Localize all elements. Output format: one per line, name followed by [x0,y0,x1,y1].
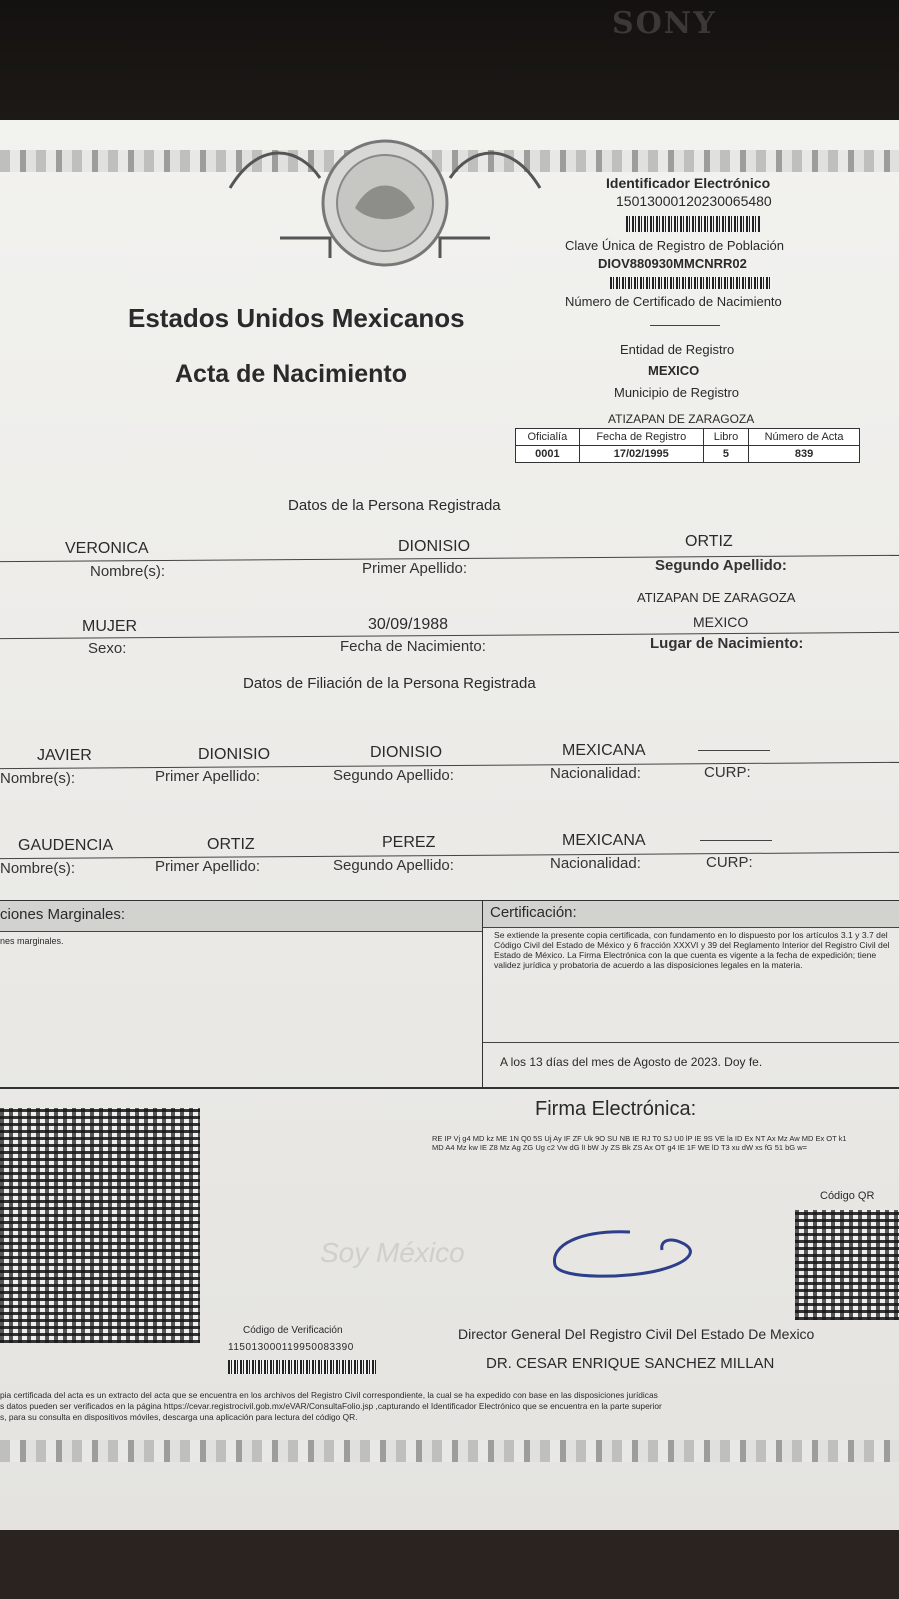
registro-header-libro: Libro [703,429,748,446]
anotaciones-title: ciones Marginales: [0,906,126,923]
director-name: DR. CESAR ENRIQUE SANCHEZ MILLAN [486,1355,775,1372]
firma-hash: RE IP Vj g4 MD kz ME 1N Q0 5S Uj Ay IF ZF Uk 9O SU NB IE RJ T0 SJ U0 lP IE 9S VE la ID Ex NT Ax Mz Aw MD Ex OT k1 MD A4 Mz kw IE Z8 Mz Ag ZG Ug c2 Vw dG lI bW Jy ZS Bk ZS Ax OT g4 IE 1F WE lD T3 xu dW xs fG 51 bG w= [432,1134,847,1152]
box-divider [482,900,483,1087]
background-monitor-bezel [0,0,899,120]
madre-nombre-label: Nombre(s): [0,860,76,877]
padre-nombre: JAVIER [37,747,92,764]
certificado-blank-line [650,325,720,326]
certificacion-title: Certificación: [490,904,577,921]
certificado-label: Número de Certificado de Nacimiento [565,294,782,309]
background-surface [0,1530,899,1599]
director-title: Director General Del Registro Civil Del Estado De Mexico [458,1326,815,1342]
entidad-label: Entidad de Registro [620,342,735,357]
identificador-value: 15013000120230065480 [616,193,772,209]
registro-header-oficialia: Oficialía [516,429,580,446]
curp-value: DIOV880930MMCNRR02 [598,256,747,271]
certificacion-fecha: A los 13 días del mes de Agosto de 2023. Doy fe. [500,1055,763,1069]
security-border-bottom [0,1440,899,1462]
persona-primer-apellido: DIONISIO [398,538,471,555]
madre-curp-blank-line [700,840,772,841]
certificacion-date-line [483,1042,899,1043]
madre-curp-label: CURP: [706,854,753,871]
registro-header-fecha: Fecha de Registro [579,429,703,446]
persona-nombre-label: Nombre(s): [90,563,166,580]
madre-segundo-apellido-label: Segundo Apellido: [333,857,454,874]
handwritten-signature [540,1220,710,1290]
verificacion-label: Código de Verificación [243,1325,343,1336]
entidad-value: MEXICO [648,363,700,378]
persona-section-title: Datos de la Persona Registrada [288,497,501,514]
document-title: Acta de Nacimiento [175,360,408,388]
qr-label: Código QR [820,1190,875,1202]
madre-primer-apellido: ORTIZ [207,836,255,853]
padre-nacionalidad-label: Nacionalidad: [550,765,641,782]
anotaciones-text: nes marginales. [0,936,64,946]
identificador-label: Identificador Electrónico [606,175,771,191]
registro-oficialia: 0001 [516,446,580,463]
padre-nombre-label: Nombre(s): [0,770,76,787]
padre-curp-blank-line [698,750,770,751]
padre-segundo-apellido-label: Segundo Apellido: [333,767,454,784]
municipio-value: ATIZAPAN DE ZARAGOZA [608,412,755,426]
verification-qr-code-large [0,1108,200,1343]
filiacion-section-title: Datos de Filiación de la Persona Registrada [243,675,536,692]
madre-nacionalidad: MEXICANA [562,832,646,849]
persona-lugar-estado: MEXICO [693,614,749,630]
firma-title: Firma Electrónica: [535,1098,697,1120]
persona-lugar-label: Lugar de Nacimiento: [650,635,804,652]
verificacion-value: 115013000119950083390 [228,1342,354,1353]
padre-nacionalidad: MEXICANA [562,742,646,759]
madre-primer-apellido-label: Primer Apellido: [155,858,261,875]
persona-sexo-label: Sexo: [88,640,127,657]
footer-line-1: pia certificada del acta es un extracto del acta que se encuentra en los archivos del Registro Civil correspondiente, la cual se ha expedido con base en las disposiciones jurídicas [0,1390,658,1400]
brand-logo: SONY [612,6,717,41]
persona-primer-apellido-label: Primer Apellido: [362,560,468,577]
qr-code-small [795,1210,899,1320]
identificador-barcode [626,216,760,232]
madre-segundo-apellido: PEREZ [382,834,436,851]
municipio-label: Municipio de Registro [614,385,740,400]
country-title: Estados Unidos Mexicanos [128,303,465,333]
madre-nacionalidad-label: Nacionalidad: [550,855,641,872]
persona-nombre: VERONICA [65,540,149,557]
certificacion-text: Se extiende la presente copia certificada, con fundamento en lo dispuesto por los artículos 3.1 y 3.7 del Código Civil del Estado de México y 6 fracción XXXVI y 39 del Reglamento Interior del Registro Civil del Estado de México. La Firma Electrónica con la que cuenta es vigente a la fecha de expedición; tiene validez jurídica y probatoria de acuerdo a las disposiciones legales en la materia. [494,930,890,970]
padre-primer-apellido: DIONISIO [198,746,271,763]
persona-lugar-municipio: ATIZAPAN DE ZARAGOZA [637,590,796,605]
coat-of-arms-seal [220,128,550,278]
persona-sexo: MUJER [82,618,138,635]
registro-fecha: 17/02/1995 [579,446,703,463]
registro-table [515,428,860,463]
persona-segundo-apellido: ORTIZ [685,533,733,550]
footer-line-2: s datos pueden ser verificados en la página https://cevar.registrocivil.gob.mx/eVAR/ConsultaFolio.jsp ,capturando el Identificador Electrónico que se encuentra en la parte superior [0,1401,662,1411]
persona-segundo-apellido-label: Segundo Apellido: [655,557,787,574]
footer-line-3: s, para su consulta en dispositivos móviles, descarga una aplicación para lectura del código QR. [0,1412,358,1422]
soy-mexico-watermark: Soy México [320,1237,465,1268]
registro-libro: 5 [703,446,748,463]
padre-primer-apellido-label: Primer Apellido: [155,768,261,785]
curp-label: Clave Única de Registro de Población [565,238,784,253]
birth-certificate-document [0,120,899,1530]
padre-curp-label: CURP: [704,764,751,781]
registro-header-acta: Número de Acta [749,429,860,446]
madre-nombre: GAUDENCIA [18,837,114,854]
curp-barcode [610,277,772,289]
registro-acta: 839 [749,446,860,463]
persona-fecha-nacimiento: 30/09/1988 [368,616,449,633]
verificacion-barcode [228,1360,376,1374]
padre-segundo-apellido: DIONISIO [370,744,443,761]
persona-fecha-nacimiento-label: Fecha de Nacimiento: [340,638,486,655]
